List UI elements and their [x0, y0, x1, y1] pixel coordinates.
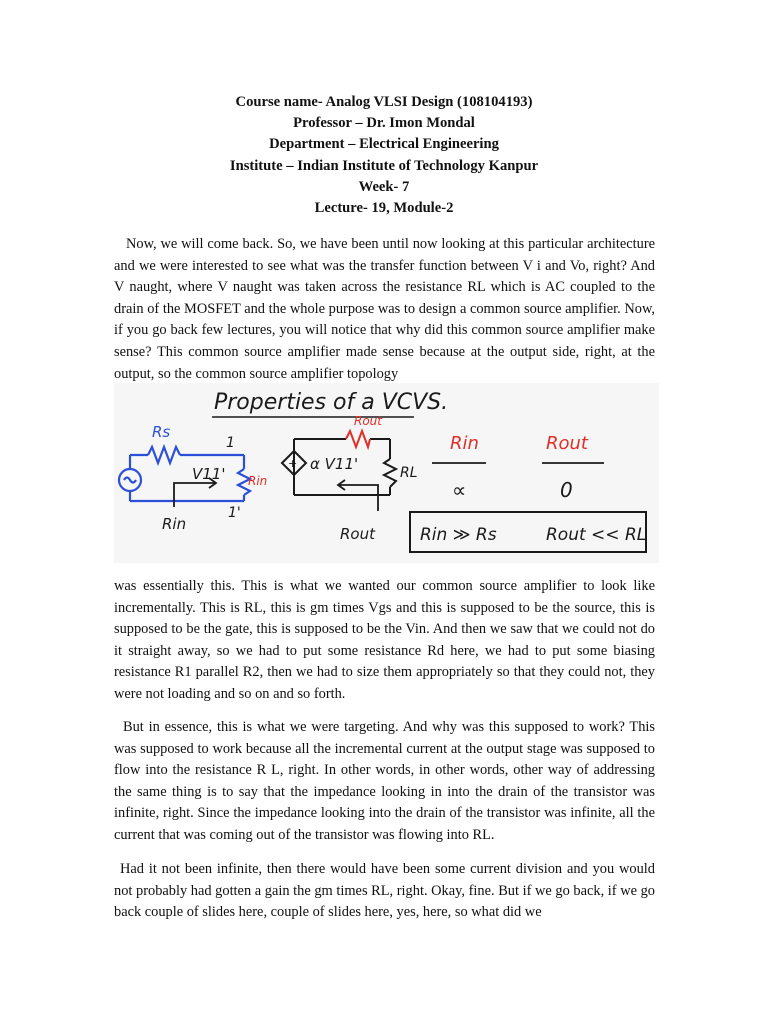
rs-label: Rs [152, 423, 171, 441]
paragraph-1: Now, we will come back. So, we have been until now looking at this particular architecture and we were interested to see what was the transfer function between V i and Vo, right? And V naught, where V naught was taken across the resistance RL which is AC coupled to the drain of the MOSFET and the whole purpose was to design a common source amplifier. Now, if you go back few lectures, you will notice that why did this common source amplifier make sense? This common source amplifier made sense because at the output side, right, at the output, so the common source amplifier topology [114, 236, 655, 382]
lecture-label: Lecture- 19, Module-2 [314, 200, 454, 217]
vcvs-diagram [114, 383, 659, 563]
rin-condition: Rin ≫ Rs [420, 525, 497, 545]
rl-label: RL [400, 465, 418, 481]
input-circuit [119, 447, 250, 501]
source-value-label: α V11' [310, 455, 359, 473]
rout-condition: Rout << RL [546, 525, 647, 545]
resistor-rout-icon [346, 431, 370, 447]
node-1-label: 1 [226, 435, 235, 451]
document-header [114, 92, 654, 219]
institute-name: Institute – Indian Institute of Technology Kanpur [229, 157, 539, 174]
node-1p-label: 1' [228, 505, 241, 521]
paragraph-3: But in essence, this is what we were targeting. And why was this supposed to work? This was supposed to work because all the incremental current at the output stage was supposed to flow into the resistance R L, right. In other words, in other words, other way of addressing the same thing is to say that the impedance looking in into the drain of the transistor was infinite, right. Since the impedance looking into the drain of the transistor was infinite, all the current that was coming out of the transistor was flowing into RL. [114, 719, 655, 843]
col-rin-header: Rin [450, 433, 479, 454]
lecture-slide-image [114, 383, 659, 563]
rin-arrow-label: Rin [162, 515, 187, 533]
rout-value: 0 [560, 478, 573, 502]
svg-text:+: + [288, 457, 298, 470]
week-label: Week- 7 [358, 178, 410, 195]
paragraph-4: Had it not been infinite, then there would have been some current division and you would not probably had gotten a gain the gm times RL, right. Okay, fine. But if we go back, if we go back couple of slides here, couple of slides here, yes, here, so what did we [114, 861, 655, 921]
rin-arrow [174, 478, 216, 507]
rin-resistor-label: Rin [248, 474, 268, 488]
paragraph-2: was essentially this. This is what we wanted our common source amplifier to look like incrementally. This is RL, this is gm times Vgs and this is supposed to be the source, this is supposed to be the gate, this is supposed to be the Vin. And then we saw that we could not do it straight away, so we had to put some resistance Rd here, we had to put some biasing resistance R1 parallel R2, then we had to size them appropriately so that they could not, they were not loading and so on and so forth. [114, 578, 655, 702]
resistor-rs-icon [148, 447, 180, 463]
professor-name: Professor – Dr. Imon Mondal [293, 115, 475, 132]
rout-resistor-label: Rout [354, 414, 382, 428]
col-rout-header: Rout [546, 433, 588, 454]
slide-title: Properties of a VCVS. [214, 390, 449, 415]
rout-arrow-label: Rout [340, 525, 375, 543]
vin-label: V11' [192, 465, 226, 483]
department-name: Department – Electrical Engineering [269, 136, 499, 153]
resistor-rl-icon [384, 459, 396, 487]
rin-value: ∝ [452, 478, 467, 502]
course-name: Course name- Analog VLSI Design (108104193) [235, 94, 533, 110]
